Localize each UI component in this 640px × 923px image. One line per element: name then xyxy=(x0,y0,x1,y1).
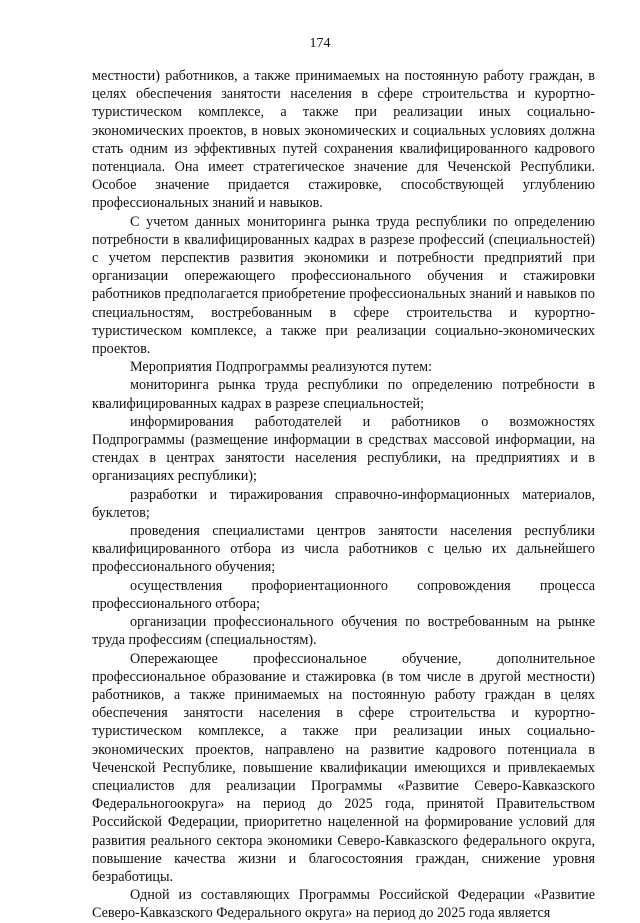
page-number: 174 xyxy=(309,36,331,51)
list-item: организации профессионального обучения по востребованным на рынке труда профессиям (специальностям). xyxy=(92,614,595,649)
list-item: разработки и тиражирования справочно-информационных материалов, буклетов; xyxy=(92,486,595,521)
document-body xyxy=(92,67,595,923)
list-item: мониторинга рынка труда республики по определению потребности в квалифицированных кадрах в разрезе специальностей; xyxy=(92,377,595,412)
paragraph: местности) работников, а также принимаемых на постоянную работу граждан, в целях обеспечения занятости населения в сфере строительства и курортно-туристическом комплексе, а также при реализации иных социально-экономических проектов, в новых экономических и социальных условиях должна стать одним из эффективных путей сохранения квалифицированного кадрового потенциала. Она имеет стратегическое значение для Чеченской Республики. Особое значение придается стажировке, способствующей углублению профессиональных знаний и навыков. xyxy=(92,68,595,212)
paragraph: Мероприятия Подпрограммы реализуются путем: xyxy=(130,359,433,376)
paragraph: Опережающее профессиональное обучение, дополнительное профессиональное образование и стажировка (в том числе в другой местности) работников, а также принимаемых на постоянную работу граждан в целях обеспечения занятости населения в сфере строительства и курортно-туристическом комплексе, а также при реализации иных социально-экономических проектов, направлено на развитие кадрового потенциала в Чеченской Республике, повышение квалификации имеющихся и привлекаемых специалистов для реализации Программы «Развитие Северо-Кавказского Федеральногоокруга» на период до 2025 года, принятой Правительством Российской Федерации, приоритетно нацеленной на формирование условий для развития реального сектора экономики Северо-Кавказского федерального округа, повышение качества жизни и благосостояния граждан, снижение уровня безработицы. xyxy=(92,650,595,885)
list-item: информирования работодателей и работников о возможностях Подпрограммы (размещение информации в средствах массовой информации, на стендах в центрах занятости населения республики, на предприятиях и в организациях республики); xyxy=(92,413,595,485)
list-item: осуществления профориентационного сопровождения процесса профессионального отбора; xyxy=(92,577,595,612)
list-item: проведения специалистами центров занятости населения республики квалифицированного отбора из числа работников с целью их дальнейшего профессионального обучения; xyxy=(92,523,595,576)
paragraph: С учетом данных мониторинга рынка труда республики по определению потребности в квалифицированных кадрах в разрезе профессий (специальностей) с учетом перспектив развития экономики и потребности предприятий при организации опережающего профессионального обучения и стажировки работников предполагается приобретение профессиональных знаний и навыков по специальностям, востребованным в сфере строительства и курортно-туристическом комплексе, а также при реализации социально-экономических проектов. xyxy=(92,213,595,358)
paragraph: Одной из составляющих Программы Российской Федерации «Развитие Северо-Кавказского Федерального округа» на период до 2025 года является xyxy=(92,887,595,922)
